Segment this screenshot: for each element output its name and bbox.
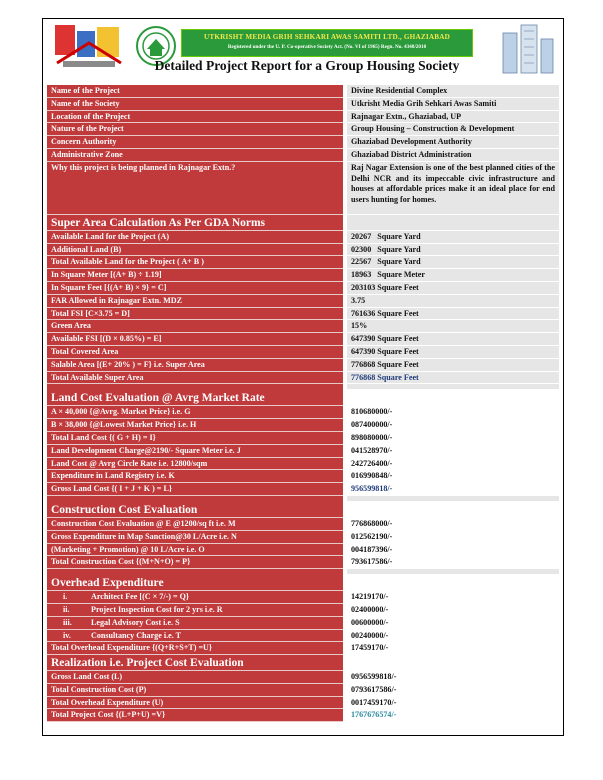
row-label: Administrative Zone (47, 149, 343, 162)
table-row (47, 244, 559, 257)
row-number: iv. (63, 630, 71, 640)
table-row (47, 591, 559, 604)
table-row (47, 419, 559, 432)
row-value: 761636 Square Feet (347, 308, 559, 321)
row-label: Total Land Cost {( G + H) = I} (47, 432, 343, 445)
row-label: Salable Area [(E+ 20% ) = F} i.e. Super Area (47, 359, 343, 372)
row-value: 02400000/- (347, 604, 559, 617)
table-row (47, 470, 559, 483)
row-label: Nature of the Project (47, 123, 343, 136)
table-row (47, 123, 559, 136)
row-label: Concern Authority (47, 136, 343, 149)
row-label: Available Land for the Project (A) (47, 231, 343, 244)
row-label: Architect Fee [(C × 7/-) = Q} (91, 592, 190, 602)
row-value-cell (347, 244, 559, 257)
row-label: Total Available Super Area (47, 372, 343, 385)
row-value-cell (347, 269, 559, 282)
row-label: Total Covered Area (47, 346, 343, 359)
table-row (47, 269, 559, 282)
row-value: 17459170/- (347, 642, 559, 655)
row-value: 00600000/- (347, 617, 559, 630)
row-label: (Marketing + Promotion) @ 10 L/Acre i.e. O (47, 544, 343, 557)
row-label: Land Cost @ Avrg Circle Rate i.e. 12800/sqm (47, 458, 343, 471)
row-value: 810680000/- (347, 406, 559, 419)
row-value: 647390 Square Feet (347, 333, 559, 346)
table-row (47, 684, 559, 697)
table-row (47, 483, 559, 496)
row-value: 18963 (351, 270, 372, 280)
row-value: 793617586/- (347, 556, 559, 569)
table-row (47, 111, 559, 124)
table-row (47, 282, 559, 295)
section-heading: Overhead Expenditure (47, 575, 343, 591)
row-label: Legal Advisory Cost i.e. S (91, 617, 180, 627)
table-row (47, 697, 559, 710)
table-row (47, 432, 559, 445)
row-value: 14219170/- (347, 591, 559, 604)
report-table (47, 85, 559, 722)
row-value: 1767676574/- (347, 709, 559, 722)
society-logo-left (53, 23, 125, 71)
table-row (47, 445, 559, 458)
row-value: Utkrisht Media Grih Sehkari Awas Samiti (347, 98, 559, 111)
row-label: A × 40,000 {@Avrg. Market Price} i.e. G (47, 406, 343, 419)
row-label: Total Overhead Expenditure {(Q+R+S+T) =U} (47, 642, 343, 655)
section-blank (347, 390, 559, 406)
section-blank (347, 575, 559, 591)
row-value: 776868 Square Feet (347, 359, 559, 372)
building-illustration (495, 23, 559, 77)
row-value: Ghaziabad Development Authority (347, 136, 559, 149)
row-label: In Square Feet [{(A+ B) × 9} = C] (47, 282, 343, 295)
row-value: 016990848/- (347, 470, 559, 483)
section-heading-row (47, 390, 559, 406)
section-heading-row (47, 575, 559, 591)
table-row (47, 346, 559, 359)
row-label: B × 38,000 {@Lowest Market Price} i.e. H (47, 419, 343, 432)
table-row (47, 136, 559, 149)
row-value: 20267 (351, 231, 372, 241)
table-row (47, 85, 559, 98)
row-value: 0956599818/- (347, 671, 559, 684)
section-blank (347, 502, 559, 518)
row-value: 087400000/- (347, 419, 559, 432)
section-blank (347, 655, 559, 671)
row-label: Additional Land (B) (47, 244, 343, 257)
row-label-cell (47, 630, 343, 643)
report-header (43, 19, 563, 79)
row-value-cell (347, 256, 559, 269)
row-value: 22567 (351, 257, 372, 267)
table-row (47, 604, 559, 617)
row-value: 041528970/- (347, 445, 559, 458)
row-label: Total FSI [C×3.75 = D] (47, 308, 343, 321)
row-value: 0793617586/- (347, 684, 559, 697)
row-label-cell (47, 617, 343, 630)
row-value: 776868 Square Feet (347, 372, 559, 385)
row-value: 15% (347, 320, 559, 333)
row-label: Location of the Project (47, 111, 343, 124)
section-heading-row (47, 215, 559, 231)
row-label: Project Inspection Cost for 2 yrs i.e. R (91, 604, 223, 614)
row-value: 02300 (351, 244, 372, 254)
row-value: 956599818/- (347, 483, 559, 496)
row-label-cell (47, 604, 343, 617)
table-row (47, 333, 559, 346)
row-unit: Square Yard (377, 257, 421, 267)
section-heading: Construction Cost Evaluation (47, 502, 343, 518)
row-number: ii. (63, 604, 70, 614)
row-label: Land Development Charge@2190/- Square Meter i.e. J (47, 445, 343, 458)
row-label: Expenditure in Land Registry i.e. K (47, 470, 343, 483)
row-value: Group Housing – Construction & Development (347, 123, 559, 136)
row-value: Raj Nagar Extension is one of the best planned cities of the Delhi NCR and its impeccable civic infrastructure and houses at affordable prices make it an ideal place for end users hunting for homes. (347, 162, 559, 215)
table-row (47, 709, 559, 722)
row-label: Total Construction Cost (P) (47, 684, 343, 697)
row-number: iii. (63, 617, 72, 627)
table-row (47, 162, 559, 215)
row-label: Available FSI [(D × 0.85%) = E] (47, 333, 343, 346)
row-label: Total Project Cost {(L+P+U) =V} (47, 709, 343, 722)
row-label: Green Area (47, 320, 343, 333)
section-heading-row (47, 655, 559, 671)
row-number: i. (63, 592, 68, 602)
row-label: Construction Cost Evaluation @ E @1200/sq ft i.e. M (47, 518, 343, 531)
row-label: Why this project is being planned in Rajnagar Extn.? (47, 162, 343, 215)
row-unit: Square Yard (377, 231, 421, 241)
row-value: 00240000/- (347, 630, 559, 643)
row-value: 012562190/- (347, 531, 559, 544)
row-label: Gross Land Cost {( I + J + K ) = L} (47, 483, 343, 496)
row-value: 898080000/- (347, 432, 559, 445)
row-value: 0017459170/- (347, 697, 559, 710)
table-row (47, 671, 559, 684)
page-title: Detailed Project Report for a Group Housing Society (154, 58, 460, 73)
table-row (47, 372, 559, 385)
row-label: FAR Allowed in Rajnagar Extn. MDZ (47, 295, 343, 308)
row-label: Consultancy Charge i.e. T (91, 630, 182, 640)
row-label: Gross Expenditure in Map Sanction@30 L/Acre i.e. N (47, 531, 343, 544)
row-label: Total Available Land for the Project ( A+ B ) (47, 256, 343, 269)
section-heading: Super Area Calculation As Per GDA Norms (47, 215, 343, 231)
row-value: 3.75 (347, 295, 559, 308)
row-value: 004187396/- (347, 544, 559, 557)
row-value: Rajnagar Extn., Ghaziabad, UP (347, 111, 559, 124)
row-label: Total Overhead Expenditure (U) (47, 697, 343, 710)
row-label: Name of the Society (47, 98, 343, 111)
row-value-cell (347, 231, 559, 244)
row-value: Ghaziabad District Administration (347, 149, 559, 162)
table-row (47, 556, 559, 569)
row-value: 242726400/- (347, 458, 559, 471)
table-row (47, 308, 559, 321)
table-row (47, 256, 559, 269)
table-row (47, 518, 559, 531)
table-row (47, 617, 559, 630)
table-row (47, 642, 559, 655)
section-heading-row (47, 502, 559, 518)
table-row (47, 531, 559, 544)
row-unit: Square Yard (377, 244, 421, 254)
society-banner (181, 29, 473, 57)
row-value: 647390 Square Feet (347, 346, 559, 359)
row-label-cell (47, 591, 343, 604)
table-row (47, 149, 559, 162)
row-label: Total Construction Cost {(M+N+O) = P} (47, 556, 343, 569)
registration-text: Registered under the U. P. Co-operative Society Act. (No. VI of 1965) Regn. No. 4348/2010 (227, 44, 427, 50)
section-heading: Land Cost Evaluation @ Avrg Market Rate (47, 390, 343, 406)
row-label: Gross Land Cost (L) (47, 671, 343, 684)
section-heading: Realization i.e. Project Cost Evaluation (47, 655, 343, 671)
row-label: In Square Meter [(A+ B) ÷ 1.19] (47, 269, 343, 282)
table-row (47, 359, 559, 372)
table-row (47, 98, 559, 111)
row-value: 776868000/- (347, 518, 559, 531)
row-value: 203103 Square Feet (347, 282, 559, 295)
table-row (47, 406, 559, 419)
row-label: Name of the Project (47, 85, 343, 98)
section-blank (347, 215, 559, 231)
report-page (42, 18, 564, 736)
table-row (47, 630, 559, 643)
table-row (47, 544, 559, 557)
table-row (47, 458, 559, 471)
row-unit: Square Meter (377, 270, 425, 280)
table-row (47, 231, 559, 244)
society-name: UTKRISHT MEDIA GRIH SEHKARI AWAS SAMITI LTD., GHAZIABAD (203, 33, 451, 41)
table-row (47, 320, 559, 333)
table-row (47, 295, 559, 308)
row-value: Divine Residential Complex (347, 85, 559, 98)
